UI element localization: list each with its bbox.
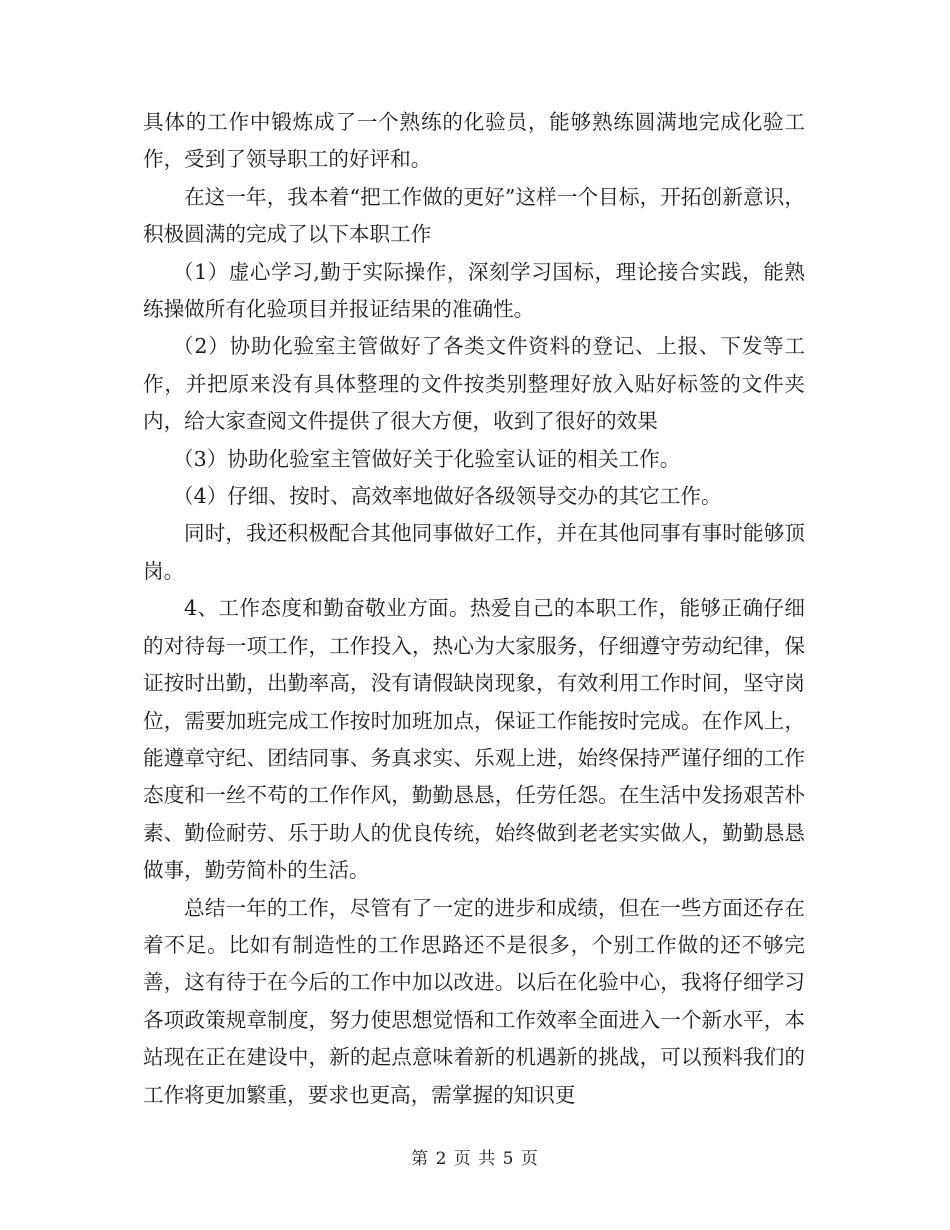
paragraph-work-attitude: 4、工作态度和勤奋敬业方面。热爱自己的本职工作，能够正确仔细的对待每一项工作，工作投入，热心为大家服务，仔细遵守劳动纪律，保证按时出勤，出勤率高，没有请假缺岗现象，有效利用工作时间，坚守岗位，需要加班完成工作按时加班加点，保证工作能按时完成。在作风上，能遵章守纪、团结同事、务真求实、乐观上进，始终保持严谨仔细的工作态度和一丝不苟的工作作风，勤勤恳恳，任劳任怨。在生活中发扬艰苦朴素、勤俭耐劳、乐于助人的优良传统，始终做到老老实实做人，勤勤恳恳做事，勤劳简朴的生活。: [143, 596, 805, 883]
document-body: [143, 104, 805, 1114]
paragraph-summary: 总结一年的工作，尽管有了一定的进步和成绩，但在一些方面还存在着不足。比如有制造性的工作思路还不是很多，个别工作做的还不够完善，这有待于在今后的工作中加以改进。以后在化验中心，我将仔细学习各项政策规章制度，努力使思想觉悟和工作效率全面进入一个新水平，本站现在正在建设中，新的起点意味着新的机遇新的挑战，可以预料我们的工作将更加繁重，要求也更高，需掌握的知识更: [143, 895, 805, 1107]
list-item-4: （4）仔细、按时、高效率地做好各级领导交办的其它工作。: [173, 484, 722, 509]
list-item-2: （2）协助化验室主管做好了各类文件资料的登记、上报、下发等工作，并把原来没有具体整理的文件按类别整理好放入贴好标签的文件夹内，给大家查阅文件提供了很大方便，收到了很好的效果: [143, 334, 805, 434]
page-footer: 第 2 页 共 5 页: [411, 1149, 539, 1169]
list-item-1: （1）虚心学习,勤于实际操作，深刻学习国标，理论接合实践，能熟练操做所有化验项目并报证结果的准确性。: [143, 259, 805, 322]
paragraph-intro-goal: 在这一年，我本着“把工作做的更好”这样一个目标，开拓创新意识，积极圆满的完成了以下本职工作: [143, 184, 805, 247]
paragraph-cooperation: 同时，我还积极配合其他同事做好工作，并在其他同事有事时能够顶岗。: [143, 521, 805, 583]
paragraph-continuation: 具体的工作中锻炼成了一个熟练的化验员，能够熟练圆满地完成化验工作，受到了领导职工的好评和。: [143, 110, 805, 172]
list-item-3: （3）协助化验室主管做好关于化验室认证的相关工作。: [173, 446, 681, 471]
